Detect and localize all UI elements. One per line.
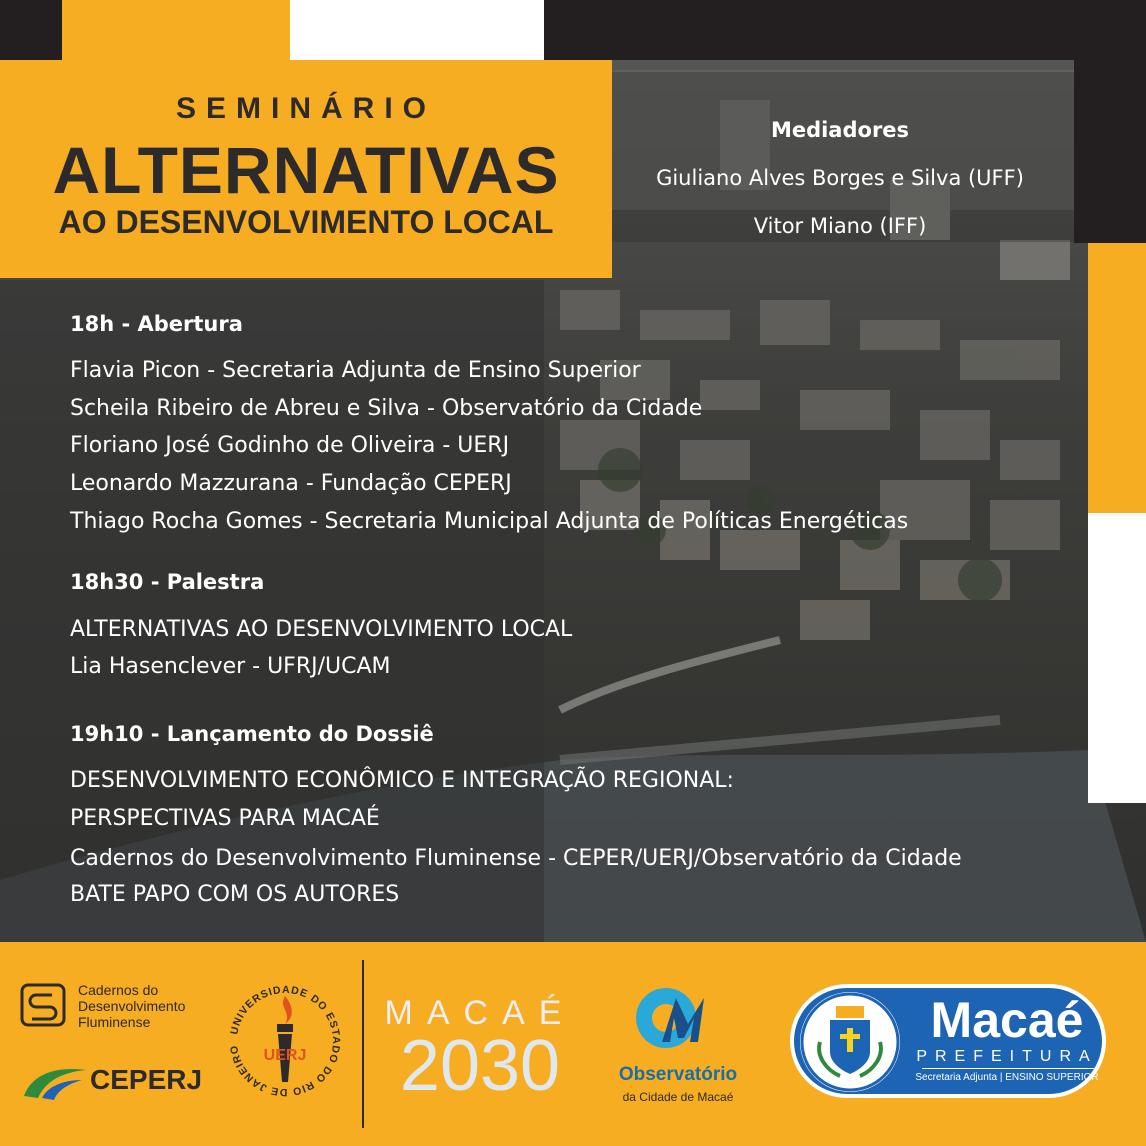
prefeitura-name: Macaé bbox=[930, 992, 1084, 1048]
ceperj-name: CEPERJ bbox=[90, 1064, 203, 1095]
cadernos-logo-icon bbox=[20, 983, 66, 1027]
opening-speaker: Scheila Ribeiro de Abreu e Silva - Observatório da Cidade bbox=[70, 396, 703, 421]
event-title: ALTERNATIVAS bbox=[52, 133, 560, 207]
event-subtitle: AO DESENVOLVIMENTO LOCAL bbox=[58, 204, 554, 240]
right-bar-black bbox=[1074, 60, 1146, 243]
observatorio-logo-icon bbox=[632, 984, 724, 1054]
right-bar-white bbox=[1088, 513, 1146, 803]
opening-speaker: Thiago Rocha Gomes - Secretaria Municipal Adjunta de Políticas Energéticas bbox=[70, 509, 909, 534]
launch-line: Cadernos do Desenvolvimento Fluminense - CEPER/UERJ/Observatório da Cidade bbox=[70, 846, 962, 871]
uerj-ring-text: UNIVERSIDADE DO ESTADO DO RIO DE JANEIRO bbox=[228, 983, 343, 1099]
cadernos-name bbox=[78, 982, 185, 1030]
prefeitura-secretaria: Secretaria Adjunta | ENSINO SUPERIOR bbox=[915, 1072, 1099, 1083]
mediators-heading: Mediadores bbox=[770, 118, 910, 142]
mediator-name: Giuliano Alves Borges e Silva (UFF) bbox=[656, 166, 1024, 190]
top-bar-orange bbox=[62, 0, 290, 62]
right-bar-orange bbox=[1088, 243, 1146, 513]
opening-speaker: Flavia Picon - Secretaria Adjunta de Ensino Superior bbox=[70, 358, 641, 383]
launch-line: BATE PAPO COM OS AUTORES bbox=[70, 882, 400, 907]
launch-heading: 19h10 - Lançamento do Dossiê bbox=[70, 722, 434, 746]
cadernos-line: Fluminense bbox=[78, 1014, 151, 1030]
opening-heading: 18h - Abertura bbox=[70, 312, 243, 336]
opening-speaker: Floriano José Godinho de Oliveira - UERJ bbox=[70, 433, 510, 458]
talk-speaker: Lia Hasenclever - UFRJ/UCAM bbox=[70, 654, 391, 679]
observatorio-subtitle: da Cidade de Macaé bbox=[622, 1090, 734, 1104]
event-kicker: SEMINÁRIO bbox=[175, 92, 436, 125]
observatorio-title: Observatório bbox=[618, 1064, 738, 1085]
macae-2030-word: MACAÉ bbox=[384, 994, 576, 1032]
uerj-seal bbox=[222, 978, 348, 1104]
prefeitura-divider bbox=[922, 1068, 1094, 1069]
launch-line: DESENVOLVIMENTO ECONÔMICO E INTEGRAÇÃO REGIONAL: bbox=[70, 768, 734, 793]
prefeitura-label: PREFEITURA bbox=[916, 1048, 1098, 1065]
prefeitura-crest-icon bbox=[800, 992, 900, 1092]
opening-speaker: Leonardo Mazzurana - Fundação CEPERJ bbox=[70, 471, 512, 496]
launch-line: PERSPECTIVAS PARA MACAÉ bbox=[70, 806, 380, 831]
macae-2030-logo bbox=[380, 994, 580, 1106]
macae-2030-year: 2030 bbox=[399, 1026, 561, 1106]
talk-title: ALTERNATIVAS AO DESENVOLVIMENTO LOCAL bbox=[70, 617, 573, 642]
talk-heading: 18h30 - Palestra bbox=[70, 570, 265, 594]
cadernos-line: Desenvolvimento bbox=[78, 998, 186, 1014]
mediator-name: Vitor Miano (IFF) bbox=[753, 214, 927, 238]
top-bar-white bbox=[290, 0, 544, 60]
uerj-abbr: UERJ bbox=[263, 1047, 307, 1064]
footer-divider bbox=[362, 960, 364, 1128]
ceperj-logo-icon bbox=[20, 1060, 90, 1104]
cadernos-line: Cadernos do bbox=[78, 982, 159, 998]
